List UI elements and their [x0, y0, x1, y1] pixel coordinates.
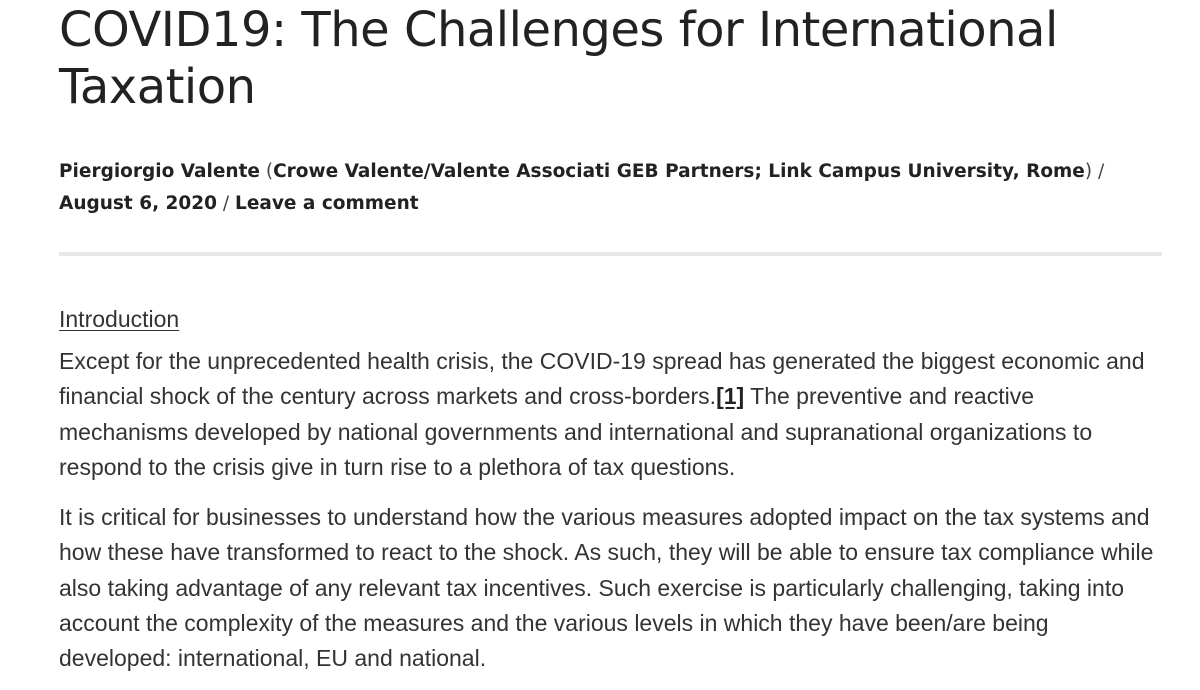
paragraph-1 [59, 344, 1162, 485]
section-heading-introduction: Introduction [59, 306, 180, 332]
post-date-link[interactable]: August 6, 2020 [59, 193, 218, 214]
leave-comment-link[interactable]: Leave a comment [235, 193, 419, 214]
author-affiliation: Crowe Valente/Valente Associati GEB Partners; Link Campus University, Rome [273, 161, 1085, 182]
header-divider [59, 252, 1162, 256]
affiliation-close: ) / [1084, 161, 1105, 182]
paragraph-2: It is critical for businesses to understand how the various measures adopted impact on the tax systems and how these have transformed to react to the shock. As such, they will be able to ensure tax compliance while also taking advantage of any relevant tax incentives. Such exercise is particularly challenging, taking into account the complexity of the measures and the various levels in which they have been/are being developed: international, EU and national. [59, 504, 1154, 672]
paragraph-1-text-a: Except for the unprecedented health crisis, the COVID-19 spread has generated the biggest economic and financial shock of the century across markets and cross-borders. [59, 348, 1145, 410]
paragraph-1-text-b: The preventive and reactive mechanisms developed by national governments and international and supranational organizations to respond to the crisis give in turn rise to a plethora of tax questions. [59, 383, 1093, 480]
meta-separator: / [217, 193, 236, 214]
article [59, 0, 1162, 677]
affiliation-open: ( [259, 161, 274, 182]
article-meta [59, 156, 1169, 220]
author-link[interactable]: Piergiorgio Valente [59, 161, 260, 182]
footnote-1-link[interactable]: [1] [716, 383, 745, 410]
article-title: COVID19: The Challenges for International Taxation [59, 2, 1058, 115]
